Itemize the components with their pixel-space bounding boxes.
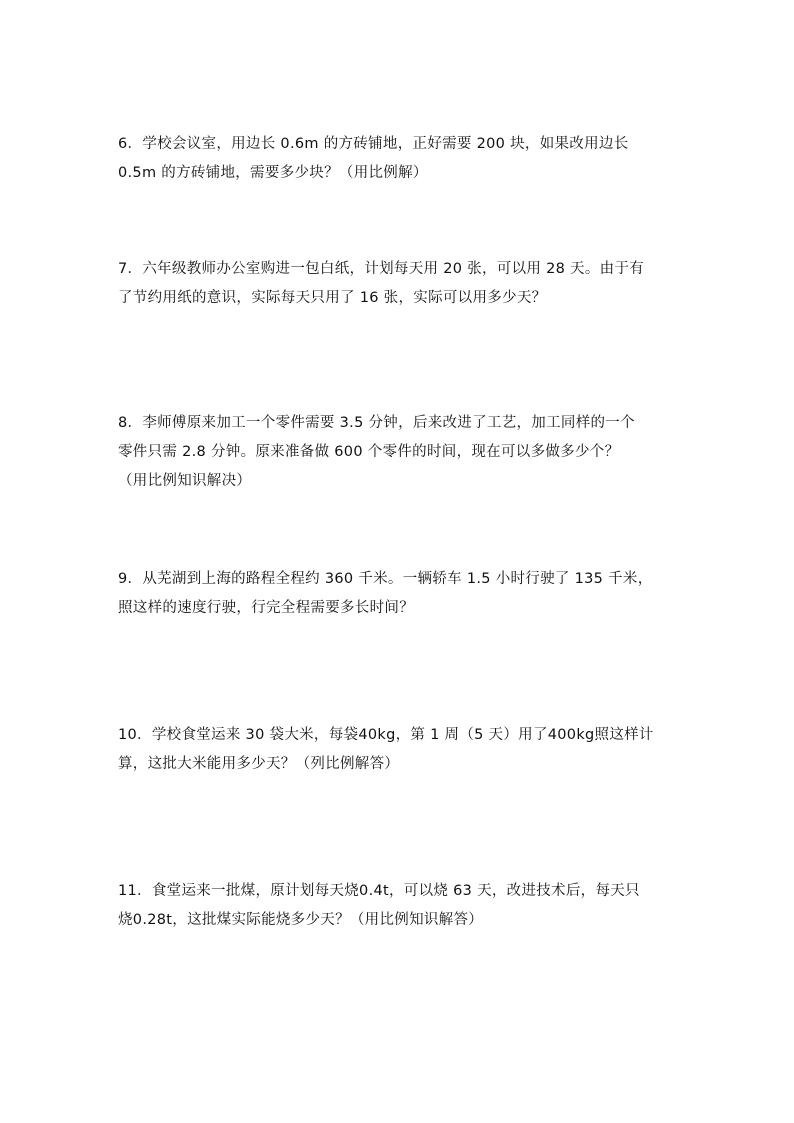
problem-10-line-2: 算，这批大米能用多少天？（列比例解答） xyxy=(118,756,400,772)
problem-6-line-1: 6．学校会议室，用边长 0.6m 的方砖铺地，正好需要 200 块，如果改用边长 xyxy=(118,136,629,152)
problem-8 xyxy=(118,409,688,496)
problem-7-line-2: 了节约用纸的意识，实际每天只用了 16 张，实际可以用多少天？ xyxy=(118,290,547,306)
problem-9-line-2: 照这样的速度行驶，行完全程需要多长时间？ xyxy=(118,600,414,616)
problem-8-line-3: （用比例知识解决） xyxy=(118,473,252,489)
problem-11-line-2: 烧0.28t，这批煤实际能烧多少天？（用比例知识解答） xyxy=(118,912,484,928)
problem-7-line-1: 7．六年级教师办公室购进一包白纸，计划每天用 20 张，可以用 28 天。由于有 xyxy=(118,261,645,277)
problem-7 xyxy=(118,255,688,313)
problem-11-line-1: 11．食堂运来一批煤，原计划每天烧0.4t，可以烧 63 天，改进技术后，每天只 xyxy=(118,883,640,899)
problem-6-line-2: 0.5m 的方砖铺地，需要多少块？（用比例解） xyxy=(118,165,428,181)
problem-8-line-2: 零件只需 2.8 分钟。原来准备做 600 个零件的时间，现在可以多做多少个？ xyxy=(118,444,620,460)
problem-8-line-1: 8．李师傅原来加工一个零件需要 3.5 分钟，后来改进了工艺，加工同样的一个 xyxy=(118,415,635,431)
problem-10 xyxy=(118,721,688,779)
problem-9 xyxy=(118,565,688,623)
problem-9-line-1: 9．从芜湖到上海的路程全程约 360 千米。一辆轿车 1.5 小时行驶了 135 千米， xyxy=(118,571,653,587)
problem-6 xyxy=(118,130,688,188)
problem-11 xyxy=(118,877,688,935)
problem-10-line-1: 10．学校食堂运来 30 袋大米，每袋40kg，第 1 周（5 天）用了400kg照这样计 xyxy=(118,727,654,743)
